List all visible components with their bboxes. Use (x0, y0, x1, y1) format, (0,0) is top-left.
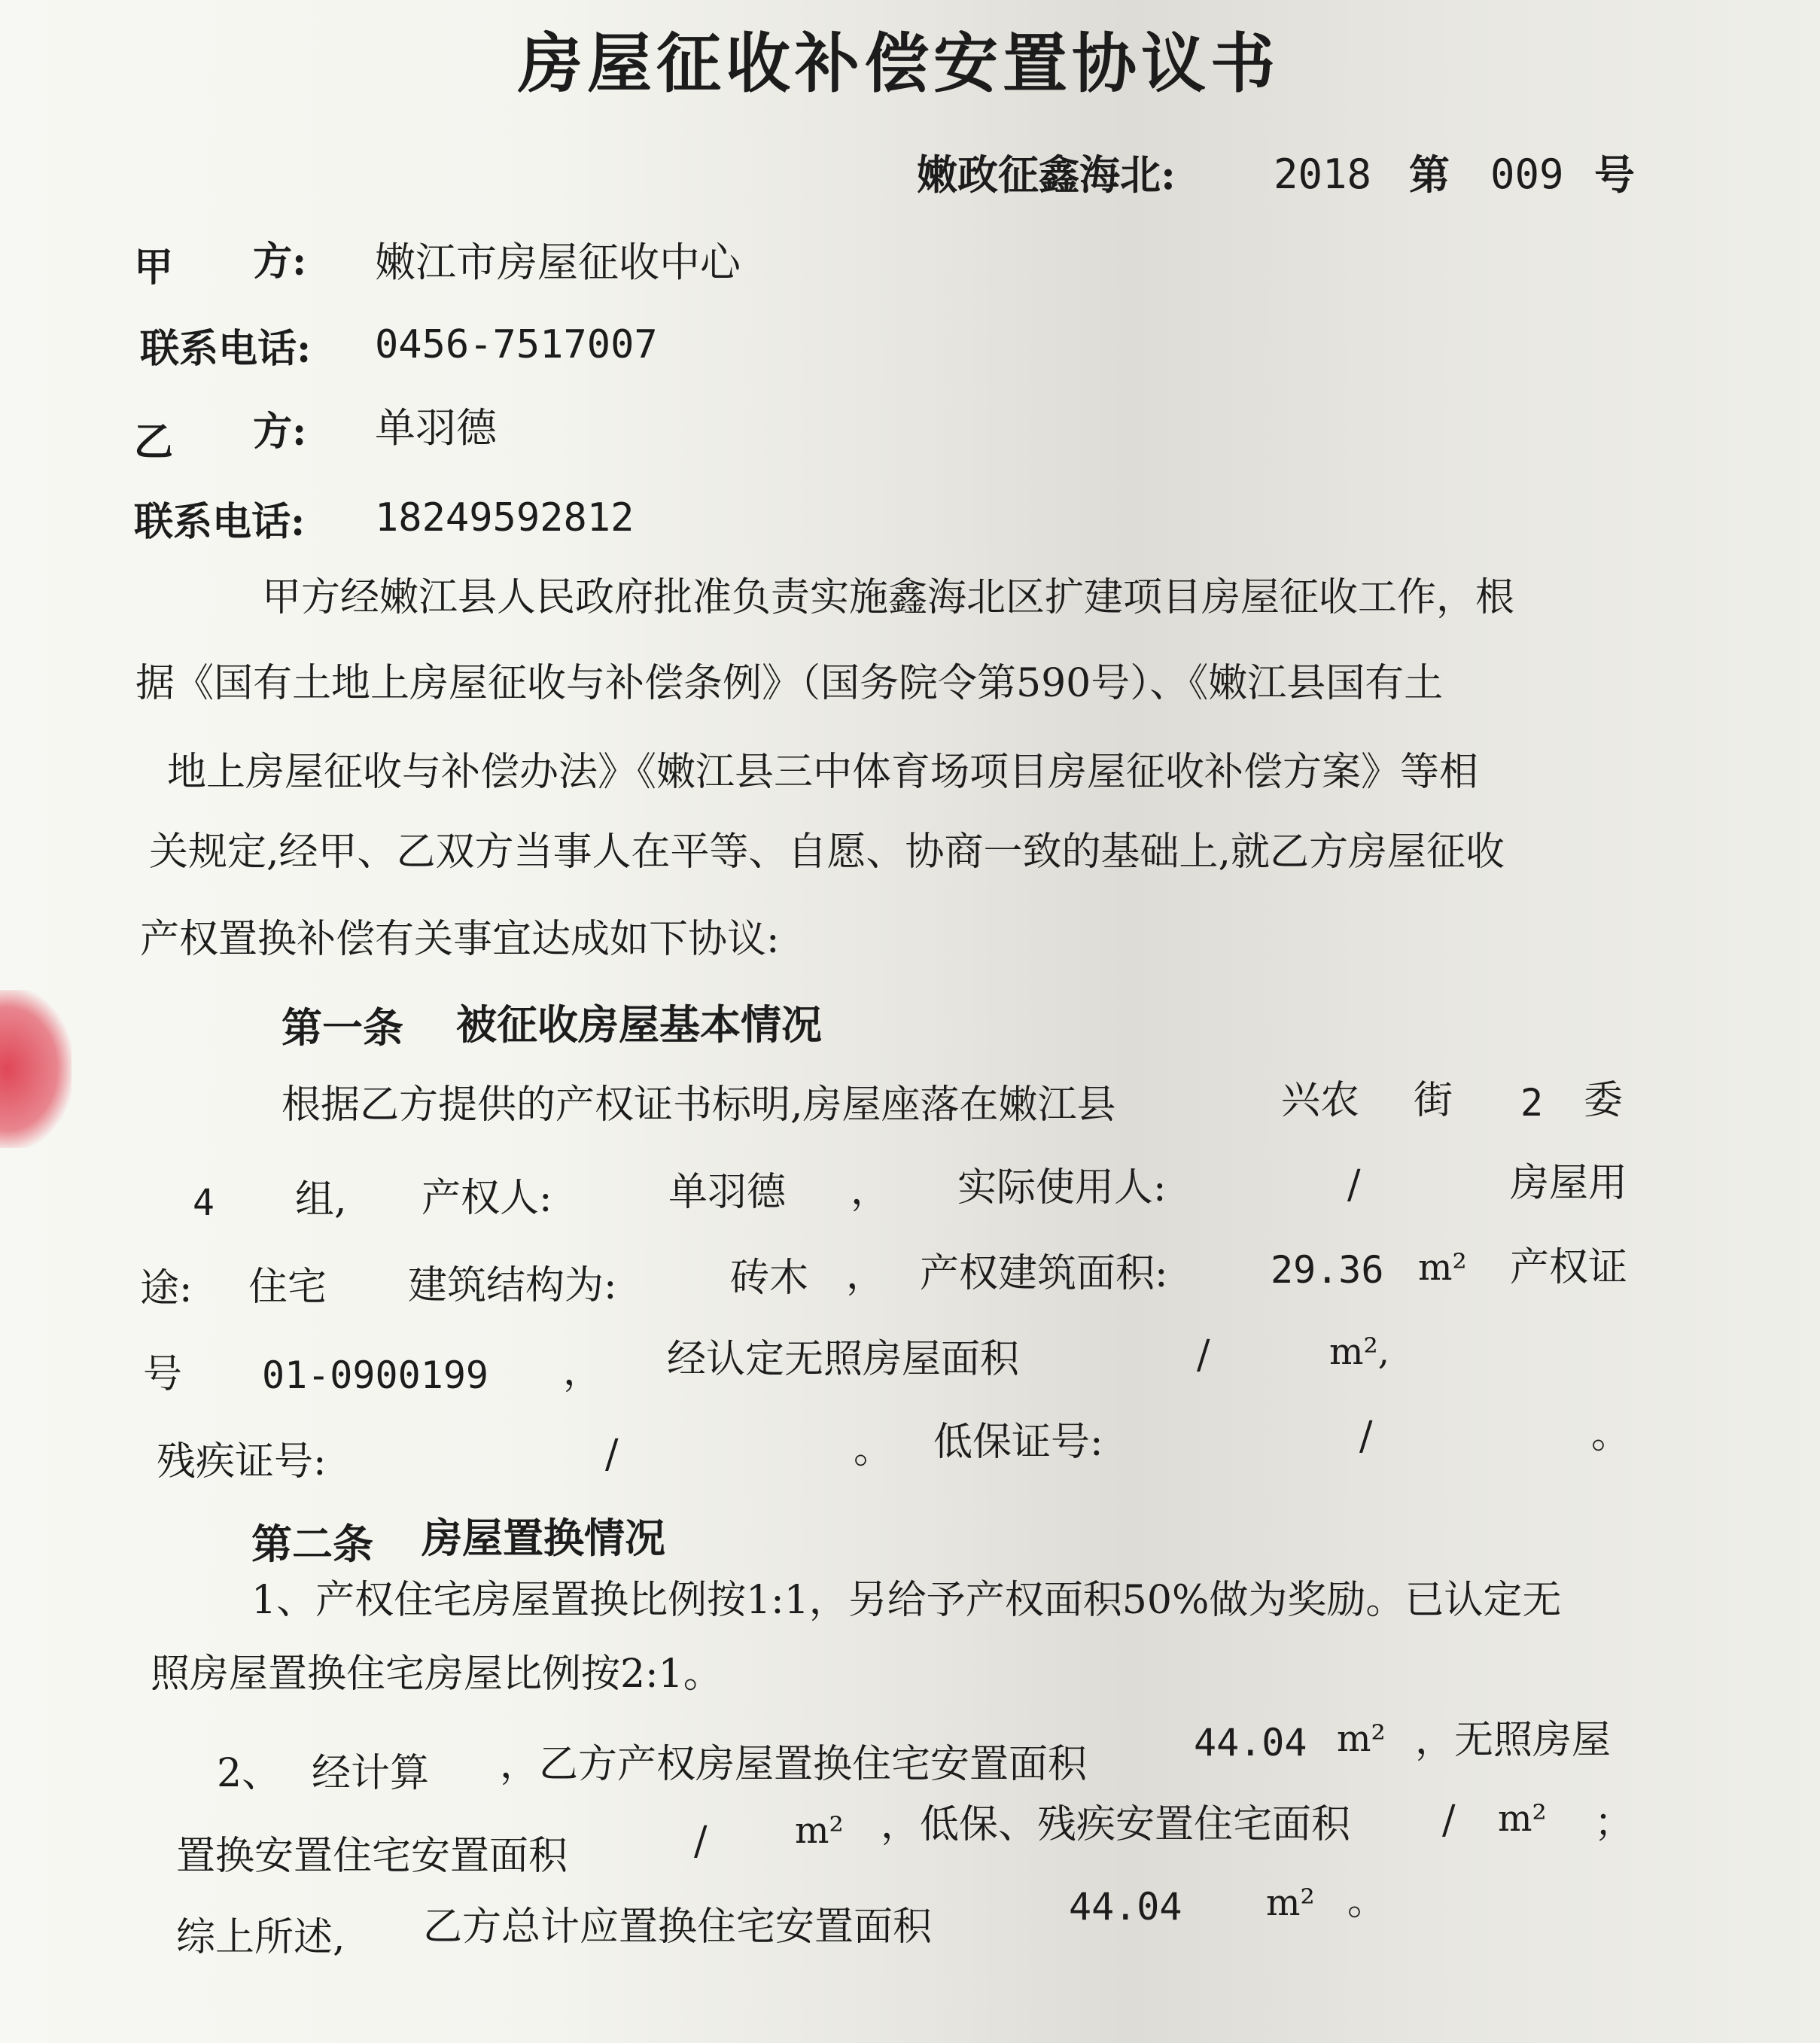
a1-user: / (1347, 1162, 1361, 1207)
article-1-number: 第一条 (282, 1003, 403, 1052)
a1-unlicensed-area: / (1197, 1332, 1210, 1378)
article-2-heading: 房屋置换情况 (422, 1514, 665, 1562)
party-b-name: 单羽德 (375, 404, 497, 452)
a1-cert-number: 01-0900199 (262, 1353, 489, 1397)
a1-use-end: 途: (140, 1266, 193, 1311)
a2-para2-area: 44.04 (1194, 1721, 1307, 1764)
a2-para4-area: 44.04 (1069, 1885, 1182, 1929)
a1-area: 29.36 (1271, 1248, 1384, 1292)
a1-low-income-label: 低保证号: (933, 1420, 1103, 1465)
a2-para2-unit: m² (1337, 1718, 1386, 1760)
a1-wei: 委 (1584, 1078, 1624, 1123)
a2-para3-unit2: m² (1498, 1798, 1547, 1840)
a2-para3-text: 置换安置住宅安置面积 (176, 1834, 568, 1879)
a2-para2-number: 2、 (217, 1751, 282, 1796)
a2-para1-line2: 照房屋置换住宅房屋比例按2:1。 (151, 1652, 723, 1697)
party-b-label-1: 乙 (134, 419, 174, 465)
intro-line-5: 产权置换补偿有关事宜达成如下协议: (140, 917, 780, 962)
a2-para4-text2: 乙方总计应置换住宅安置面积 (423, 1904, 933, 1950)
a1-unlicensed-unit: m², (1329, 1331, 1390, 1373)
article-2-number: 第二条 (251, 1520, 373, 1568)
a1-low-income-dot: 。 (1591, 1412, 1631, 1457)
party-a-label-2: 方: (253, 239, 307, 285)
red-seal-stamp (0, 990, 72, 1148)
doc-number-prefix: 嫩政征鑫海北: (917, 151, 1176, 199)
intro-line-4: 关规定,经甲、乙双方当事人在平等、自愿、协商一致的基础上,就乙方房屋征收 (149, 830, 1505, 875)
a1-group: 组, (295, 1177, 347, 1222)
a1-line1-text: 根据乙方提供的产权证书标明,房屋座落在嫩江县 (282, 1082, 1116, 1128)
a2-para4-unit: m² (1266, 1882, 1315, 1924)
a2-para3-unit: m² (795, 1810, 844, 1852)
a1-cert-end: 号 (143, 1352, 183, 1397)
a1-use-start: 房屋用 (1510, 1161, 1628, 1206)
party-b-label-2: 方: (253, 409, 307, 455)
doc-number-num: 009 (1490, 151, 1564, 198)
a2-para2-calc: 经计算 (312, 1751, 430, 1796)
a1-low-income-number: / (1359, 1414, 1373, 1459)
a1-area-label: 产权建筑面积: (920, 1251, 1168, 1296)
doc-number-di: 第 (1409, 151, 1450, 199)
a1-cert-start: 产权证 (1510, 1245, 1628, 1290)
a1-area-unit: m² (1418, 1247, 1467, 1289)
document-title: 房屋征收补偿安置协议书 (518, 26, 1280, 102)
a2-para3-value: / (694, 1819, 708, 1864)
a2-para3-semicolon: ； (1594, 1801, 1634, 1846)
a1-disability-number: / (605, 1432, 619, 1477)
article-1-heading: 被征收房屋基本情况 (456, 1000, 822, 1049)
a1-struct: 砖木 (730, 1256, 809, 1301)
a1-jie: 街 (1414, 1078, 1453, 1123)
intro-line-2: 据《国有土地上房屋征收与补偿条例》（国务院令第590号）、《嫩江县国有土 (135, 661, 1444, 706)
a1-user-label: 实际使用人: (957, 1165, 1167, 1210)
a2-para3-value2: / (1442, 1798, 1456, 1843)
party-b-phone-label: 联系电话: (134, 499, 306, 545)
a1-group-number: 4 (193, 1182, 215, 1224)
a1-owner-comma: ， (851, 1168, 890, 1213)
a1-struct-label: 建筑结构为: (408, 1263, 617, 1308)
a1-owner-label: 产权人: (422, 1176, 552, 1221)
a1-cert-comma: ， (563, 1349, 603, 1394)
a1-unlicensed-label: 经认定无照房屋面积 (667, 1337, 1020, 1382)
a1-struct-comma: ， (846, 1253, 886, 1298)
doc-number-hao: 号 (1594, 151, 1635, 199)
party-a-phone-label: 联系电话: (140, 326, 312, 372)
a2-para4-text: 综上所述, (176, 1915, 345, 1960)
intro-line-1: 甲方经嫩江县人民政府批准负责实施鑫海北区扩建项目房屋征收工作，根 (262, 575, 1515, 620)
intro-line-3: 地上房屋征收与补偿办法》《嫩江县三中体育场项目房屋征收补偿方案》等相 (167, 750, 1479, 795)
party-a-name: 嫩江市房屋征收中心 (375, 239, 741, 286)
a1-wei-number: 2 (1520, 1081, 1544, 1125)
a1-use: 住宅 (248, 1265, 327, 1310)
a2-para2-tail: ，无照房屋 (1415, 1718, 1612, 1763)
a1-owner: 单羽德 (668, 1170, 787, 1215)
party-a-label-1: 甲 (134, 245, 174, 291)
a1-disability-dot: 。 (854, 1427, 893, 1472)
a2-para3-text2: ，低保、残疾安置住宅面积 (881, 1802, 1351, 1847)
doc-number-year: 2018 (1274, 151, 1372, 198)
a1-street: 兴农 (1281, 1078, 1360, 1123)
a2-para2-text: ，乙方产权房屋置换住宅安置面积 (500, 1742, 1088, 1787)
a1-disability-label: 残疾证号: (157, 1439, 327, 1484)
party-b-phone: 18249592812 (375, 495, 635, 540)
party-a-phone: 0456-7517007 (375, 322, 658, 367)
a2-para1-line1: 1、产权住宅房屋置换比例按1:1，另给予产权面积50%做为奖励。已认定无 (251, 1578, 1562, 1623)
a2-para4-dot: 。 (1347, 1879, 1387, 1924)
